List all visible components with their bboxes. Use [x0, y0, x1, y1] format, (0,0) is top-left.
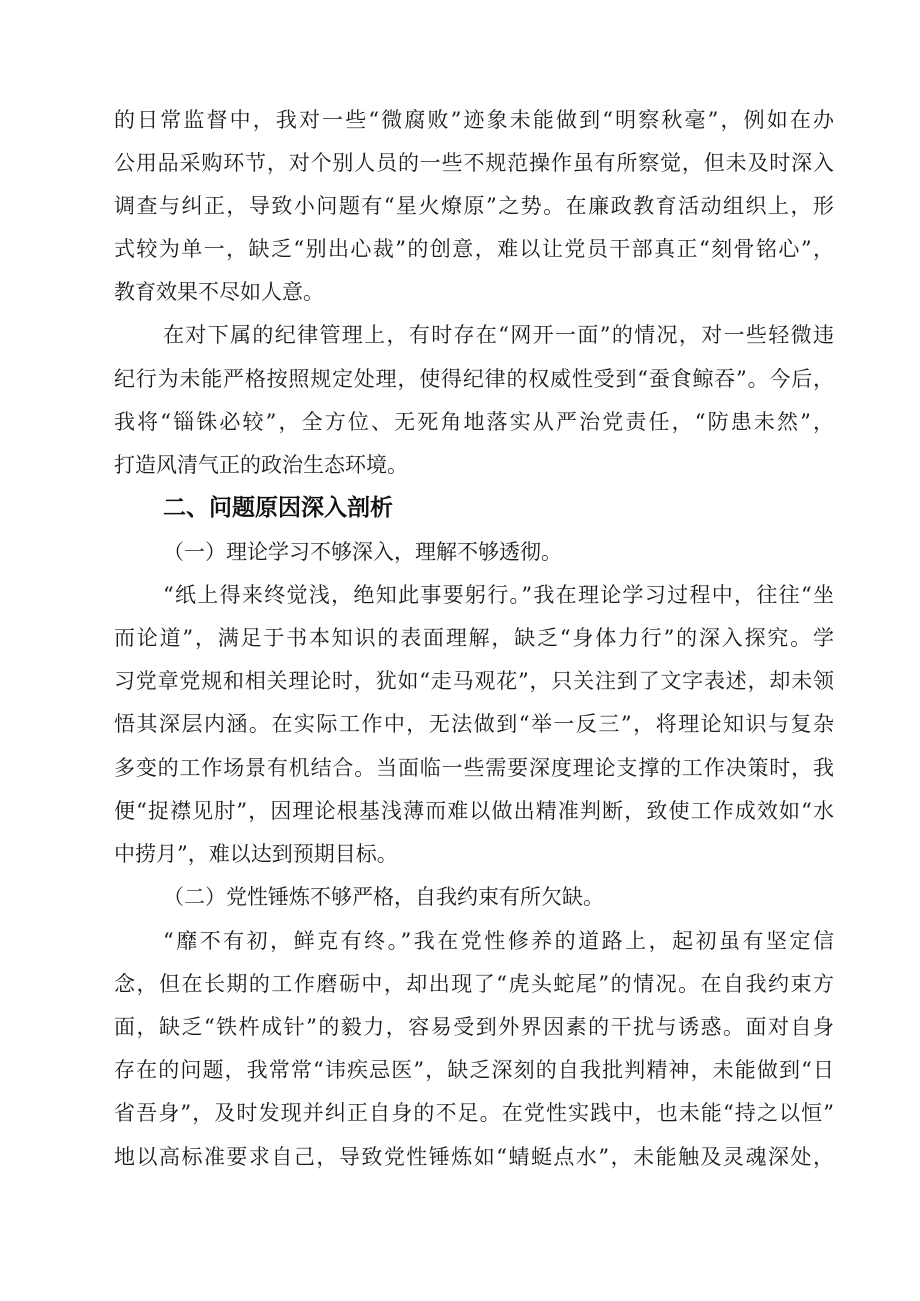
paragraph-3-line: 中捞月”，难以达到预期目标。: [114, 842, 398, 866]
paragraph-1-line: 调查与纠正，导致小问题有“星火燎原”之势。在廉政教育活动组织上，形: [114, 194, 834, 218]
paragraph-4-line: 面，缺乏“铁杵成针”的毅力，容易受到外界因素的干扰与诱惑。面对自身: [114, 1015, 834, 1039]
paragraph-4-line: “靡不有初，鲜克有终。”我在党性修养的道路上，起初虽有坚定信: [163, 929, 834, 953]
paragraph-4-line: 存在的问题，我常常“讳疾忌医”，缺乏深刻的自我批判精神，未能做到“日: [114, 1058, 834, 1082]
paragraph-3-line: 而论道”，满足于书本知识的表面理解，缺乏“身体力行”的深入探究。学: [114, 626, 834, 650]
paragraph-3-line: 习党章党规和相关理论时，犹如“走马观花”，只关注到了文字表述，却未领: [114, 669, 834, 693]
paragraph-3-line: 多变的工作场景有机结合。当面临一些需要深度理论支撑的工作决策时，我: [114, 756, 834, 780]
paragraph-4-line: 地以高标准要求自己，导致党性锤炼如“蜻蜓点水”，未能触及灵魂深处，: [114, 1145, 834, 1169]
paragraph-2-line: 在对下属的纪律管理上，有时存在“网开一面”的情况，对一些轻微违: [163, 323, 834, 347]
paragraph-3-line: 悟其深层内涵。在实际工作中，无法做到“举一反三”，将理论知识与复杂: [114, 712, 834, 736]
subsection-2-title: （二）党性锤炼不够严格，自我约束有所欠缺。: [163, 885, 604, 909]
paragraph-1-line: 式较为单一，缺乏“别出心裁”的创意，难以让党员干部真正“刻骨铭心”，: [114, 237, 834, 261]
paragraph-4-line: 省吾身”，及时发现并纠正自身的不足。在党性实践中，也未能“持之以恒”: [114, 1101, 834, 1125]
paragraph-2-line: 我将“锱铢必较”，全方位、无死角地落实从严治党责任，“防患未然”，: [114, 410, 834, 434]
paragraph-1-line: 公用品采购环节，对个别人员的一些不规范操作虽有所察觉，但未及时深入: [114, 151, 834, 175]
paragraph-2-line: 纪行为未能严格按照规定处理，使得纪律的权威性受到“蚕食鲸吞”。今后，: [114, 367, 834, 391]
section-heading: 二、问题原因深入剖析: [163, 495, 393, 521]
paragraph-4-line: 念，但在长期的工作磨砺中，却出现了“虎头蛇尾”的情况。在自我约束方: [114, 972, 834, 996]
paragraph-3-line: 便“捉襟见肘”，因理论根基浅薄而难以做出精准判断，致使工作成效如“水: [114, 799, 834, 823]
paragraph-3-line: “纸上得来终觉浅，绝知此事要躬行。”我在理论学习过程中，往往“坐: [163, 583, 834, 607]
paragraph-1-line: 教育效果不尽如人意。: [114, 280, 324, 304]
paragraph-1-line: 的日常监督中，我对一些“微腐败”迹象未能做到“明察秋毫”，例如在办: [114, 108, 834, 132]
subsection-1-title: （一）理论学习不够深入，理解不够透彻。: [163, 540, 562, 564]
paragraph-2-line: 打造风清气正的政治生态环境。: [114, 453, 408, 477]
